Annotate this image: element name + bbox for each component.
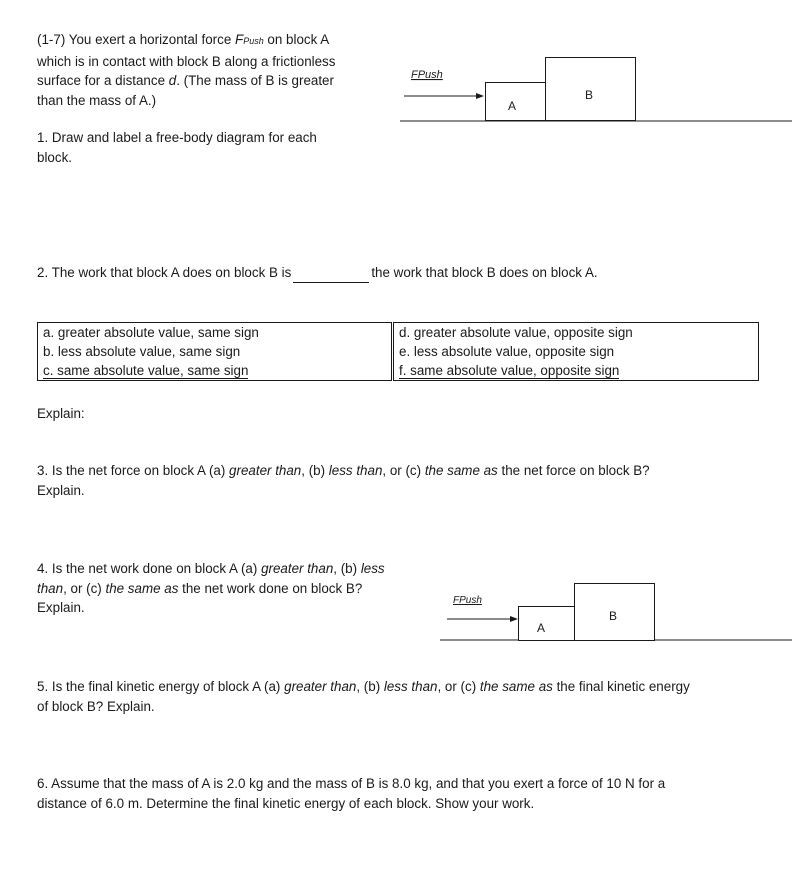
option-c[interactable] <box>38 361 392 381</box>
options-table-right <box>393 322 759 381</box>
options-table-left <box>37 322 392 381</box>
option-f[interactable] <box>394 361 759 381</box>
q5-text: , (b) <box>356 679 384 694</box>
q4-text: the net work done on block B? <box>178 580 363 596</box>
q5-option-c: the same as <box>479 679 553 694</box>
option-b[interactable]: b. less absolute value, same sign <box>38 342 392 361</box>
force-arrow-head <box>476 93 484 99</box>
q5-option-a: greater than <box>284 679 357 694</box>
intro-text: . (The mass of B is greater <box>176 73 334 88</box>
question-3 <box>37 461 650 500</box>
option-c-text: c. same absolute value, same sign <box>43 363 249 378</box>
force-label: FPush <box>453 595 482 606</box>
q4-text: , or (c) <box>63 580 106 596</box>
question-1 <box>37 128 317 167</box>
force-symbol-subscript: Push <box>243 36 264 46</box>
intro-line-2: which is in contact with block B along a frictionless <box>37 53 336 69</box>
block-b-label: B <box>609 609 618 623</box>
q3-text: , or (c) <box>382 463 425 478</box>
q3-text: the net force on block B? <box>497 463 650 478</box>
question-3-line-2: Explain. <box>37 482 85 498</box>
block-diagram-2 <box>0 570 798 650</box>
intro-text: surface for a distance <box>37 73 169 88</box>
block-diagram-1 <box>0 0 798 140</box>
q4-option-a: greater than <box>261 561 334 576</box>
question-1-line-2: block. <box>37 149 72 165</box>
q4-text: 4. Is the net work done on block A (a) <box>37 561 262 576</box>
q5-text: 5. Is the final kinetic energy of block A (a) <box>37 679 285 694</box>
explain-label: Explain: <box>37 406 85 421</box>
option-d[interactable]: d. greater absolute value, opposite sign <box>394 323 759 343</box>
force-arrow-head <box>510 616 518 622</box>
question-2-text-pre: 2. The work that block A does on block B is <box>37 265 292 280</box>
block-a-label: A <box>508 99 517 113</box>
block-a <box>519 607 575 641</box>
option-f-text: f. same absolute value, opposite sign <box>399 363 620 378</box>
intro-text: on block A <box>263 32 330 47</box>
q3-option-c: the same as <box>424 463 498 478</box>
question-5-line-1 <box>37 677 690 697</box>
distance-variable: d <box>168 73 177 88</box>
question-2 <box>37 263 598 283</box>
q4-option-b-cont: than <box>37 580 64 596</box>
force-symbol-main: F <box>235 32 244 47</box>
q3-text: , (b) <box>301 463 329 478</box>
intro-line-4: than the mass of A.) <box>37 92 157 108</box>
q5-text: , or (c) <box>437 679 480 694</box>
question-6 <box>37 774 665 813</box>
q3-option-a: greater than <box>229 463 302 478</box>
option-e[interactable]: e. less absolute value, opposite sign <box>394 342 759 361</box>
question-1-line-1: 1. Draw and label a free-body diagram for each <box>37 130 317 145</box>
question-2-text-post: the work that block B does on block A. <box>371 265 598 280</box>
q4-option-c: the same as <box>105 580 179 596</box>
question-5-line-2: of block B? Explain. <box>37 698 155 714</box>
q5-text: the final kinetic energy <box>552 679 690 694</box>
block-a-label: A <box>537 621 546 635</box>
q5-option-b: less than <box>383 679 438 694</box>
intro-text: (1-7) You exert a horizontal force <box>37 32 235 47</box>
answer-blank[interactable] <box>293 268 369 283</box>
q4-text: , (b) <box>333 561 361 576</box>
option-a[interactable]: a. greater absolute value, same sign <box>38 323 392 343</box>
question-4-line-3: Explain. <box>37 600 85 615</box>
question-6-line-2: distance of 6.0 m. Determine the final kinetic energy of each block. Show your work. <box>37 795 535 811</box>
q4-option-b: less <box>360 561 385 576</box>
question-5 <box>37 677 690 716</box>
q3-text: 3. Is the net force on block A (a) <box>37 463 230 478</box>
q3-option-b: less than <box>328 463 383 478</box>
question-3-line-1 <box>37 461 650 481</box>
block-b-label: B <box>585 88 594 102</box>
question-6-line-1: 6. Assume that the mass of A is 2.0 kg and the mass of B is 8.0 kg, and that you exert a force of 10 N for a <box>37 776 666 791</box>
force-label: FPush <box>411 69 443 81</box>
